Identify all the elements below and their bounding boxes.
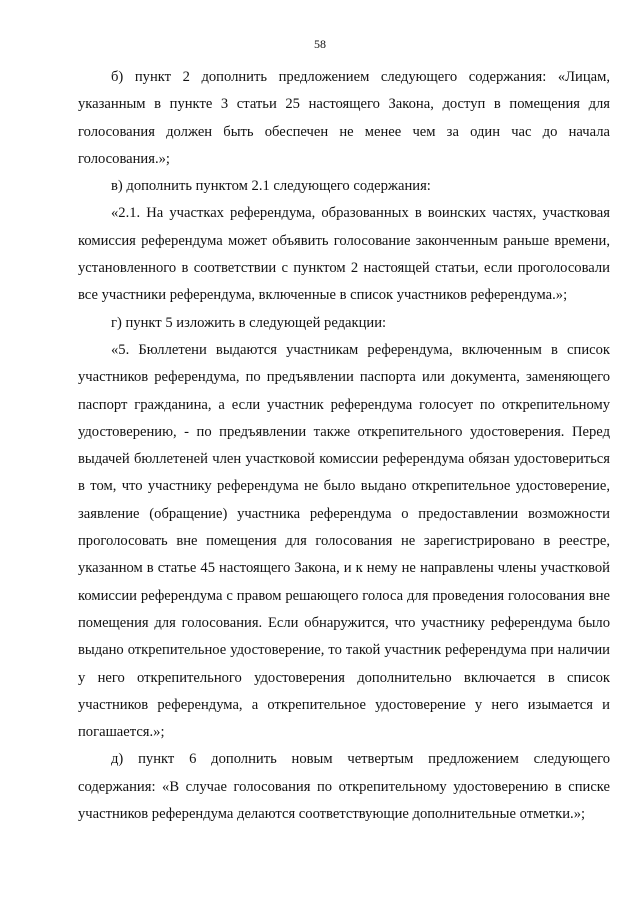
document-body: [78, 64, 610, 828]
page-number: 58: [314, 37, 326, 51]
paragraph-clause-5: «5. Бюллетени выдаются участникам референдума, включенным в список участников референдума, по предъявлении паспорта или документа, заменяющего паспорт гражданина, а если участник референдума голосует по открепительному удостоверению, - по предъявлении также открепительного удостоверения. Перед выдачей бюллетеней член участковой комиссии референдума обязан удостовериться в том, что участнику референдума не было выдано открепительное удостоверение, заявление (обращение) участника референдума о предоставлении возможности проголосовать вне помещения для голосования не зарегистрировано в реестре, указанном в статье 45 настоящего Закона, и к нему не направлены члены участковой комиссии референдума с правом решающего голоса для проведения голосования вне помещения для голосования. Если обнаружится, что участнику референдума было выдано открепительное удостоверение, то такой участник референдума при наличии у него открепительного удостоверения дополнительно включается в список участников референдума, а открепительное удостоверение у него изымается и погашается.»;: [78, 341, 610, 741]
paragraph-clause-2-1: «2.1. На участках референдума, образованных в воинских частях, участковая комиссия референдума может объявить голосование законченным раньше времени, установленного в соответствии с пунктом 2 настоящей статьи, если проголосовали все участники референдума, включенные в список участников референдума.»;: [78, 205, 610, 304]
paragraph-amendment-v: в) дополнить пунктом 2.1 следующего содержания:: [111, 178, 431, 195]
paragraph-amendment-b: б) пункт 2 дополнить предложением следующего содержания: «Лицам, указанным в пункте 3 статьи 25 настоящего Закона, доступ в помещения для голосования должен быть обеспечен не менее чем за один час до начала голосования.»;: [78, 69, 610, 167]
paragraph-amendment-g: г) пункт 5 изложить в следующей редакции:: [111, 314, 387, 331]
paragraph-amendment-d: д) пункт 6 дополнить новым четвертым предложением следующего содержания: «В случае голосования по открепительному удостоверению в списке участников референдума делаются соответствующие дополнительные отметки.»;: [78, 751, 610, 823]
